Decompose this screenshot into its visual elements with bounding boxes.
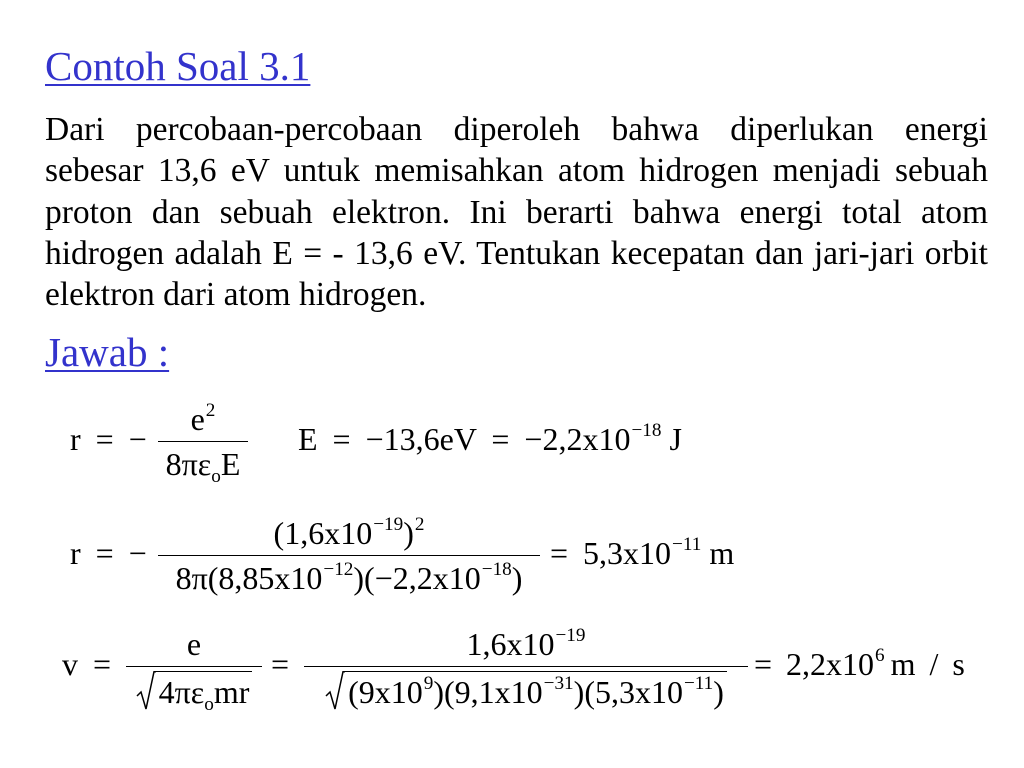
- eq3-fraction-symbolic: [126, 626, 262, 716]
- eq1-den-part: 8πε: [165, 446, 212, 482]
- eq2-den-part: ): [511, 560, 523, 596]
- problem-line: Dari percobaan-percobaan diperoleh bahwa diperlukan energi: [45, 111, 988, 148]
- eq3-frac1-den-subscript: o: [204, 693, 214, 715]
- problem-line: sebesar 13,6 eV untuk memisahkan atom hidrogen menjadi sebuah: [45, 152, 988, 190]
- eq1-energy-value: E = −13,6eV = −2,2x10: [298, 421, 631, 457]
- eq3-frac1-radicand: [156, 671, 253, 716]
- eq2-num-exponent: −19: [373, 514, 404, 536]
- eq1-num-base: e: [190, 401, 205, 437]
- eq3-result-value: = 2,2x10: [754, 646, 875, 682]
- eq3-frac1-den-part: mr: [213, 674, 250, 710]
- eq2-lhs: r = −: [70, 535, 147, 571]
- eq2-num-square: 2: [414, 514, 425, 536]
- eq2-fraction: [158, 515, 540, 596]
- square-root-icon: [325, 671, 345, 711]
- eq2-result-unit: m: [709, 535, 735, 571]
- eq3-equals: =: [271, 646, 290, 682]
- eq1-den-part: E: [220, 446, 241, 482]
- eq3-frac2-numerator: [466, 626, 585, 666]
- eq1-fraction: [158, 400, 248, 487]
- eq1-num-exponent: 2: [205, 400, 216, 422]
- eq3-frac1-den-part: 4πε: [158, 674, 205, 710]
- eq2-den-part: 8π(8,85x10: [175, 560, 323, 596]
- eq2-numerator: [274, 515, 425, 555]
- eq3-frac2-num-exponent: −19: [555, 625, 586, 647]
- eq2-den-exponent: −18: [481, 559, 512, 581]
- eq3-frac2-den-exponent: −11: [683, 673, 714, 695]
- eq3-frac1-numerator: e: [186, 626, 202, 662]
- answer-heading: Jawab :: [45, 329, 170, 375]
- eq3-result-unit: m / s: [890, 646, 965, 682]
- eq1-numerator: [191, 401, 216, 441]
- problem-line: elektron dari atom hidrogen.: [45, 276, 427, 313]
- eq3-frac2-denominator: [325, 667, 727, 716]
- eq3-frac2-den-part: )(5,3x10: [573, 674, 683, 710]
- eq3-fraction-numeric: [304, 626, 748, 716]
- slide-title: Contoh Soal 3.1: [45, 43, 311, 89]
- eq3-frac2-den-part: ): [713, 674, 724, 710]
- eq3-lhs: v =: [62, 646, 112, 682]
- eq1-energy-unit: J: [669, 421, 682, 457]
- eq3-frac2-den-exponent: 9: [423, 673, 434, 695]
- eq3-frac2-num-base: 1,6x10: [466, 626, 555, 662]
- eq2-result-value: = 5,3x10: [550, 535, 672, 571]
- eq3-frac2-den-exponent: −31: [543, 673, 574, 695]
- eq1-energy-exponent: −18: [631, 420, 662, 442]
- eq3-frac2-radicand: [345, 671, 727, 716]
- eq1-energy: [298, 421, 682, 463]
- eq3-frac2-den-part: )(9,1x10: [433, 674, 543, 710]
- eq1-den-subscript: o: [211, 465, 221, 487]
- problem-line: proton dan sebuah elektron. Ini berarti bahwa energi total atom: [45, 193, 988, 231]
- eq2-den-exponent: −12: [323, 559, 354, 581]
- eq2-num-part: ): [403, 515, 414, 551]
- problem-line: hidrogen adalah E = - 13,6 eV. Tentukan kecepatan dan jari-jari orbit: [45, 234, 988, 272]
- eq2-denominator: [176, 556, 523, 596]
- eq2-result: [550, 535, 734, 577]
- eq3-result-exponent: 6: [875, 645, 885, 667]
- eq1-denominator: [165, 442, 241, 487]
- square-root-icon: [136, 671, 156, 711]
- problem-text: [45, 109, 988, 315]
- eq3-frac2-den-part: (9x10: [348, 674, 423, 710]
- eq2-num-part: (1,6x10: [273, 515, 373, 551]
- eq1-lhs: r = −: [70, 421, 147, 457]
- eq3-result: [754, 646, 965, 688]
- eq2-result-exponent: −11: [672, 534, 702, 556]
- eq2-den-part: )(−2,2x10: [353, 560, 481, 596]
- eq3-frac1-denominator: [136, 667, 253, 716]
